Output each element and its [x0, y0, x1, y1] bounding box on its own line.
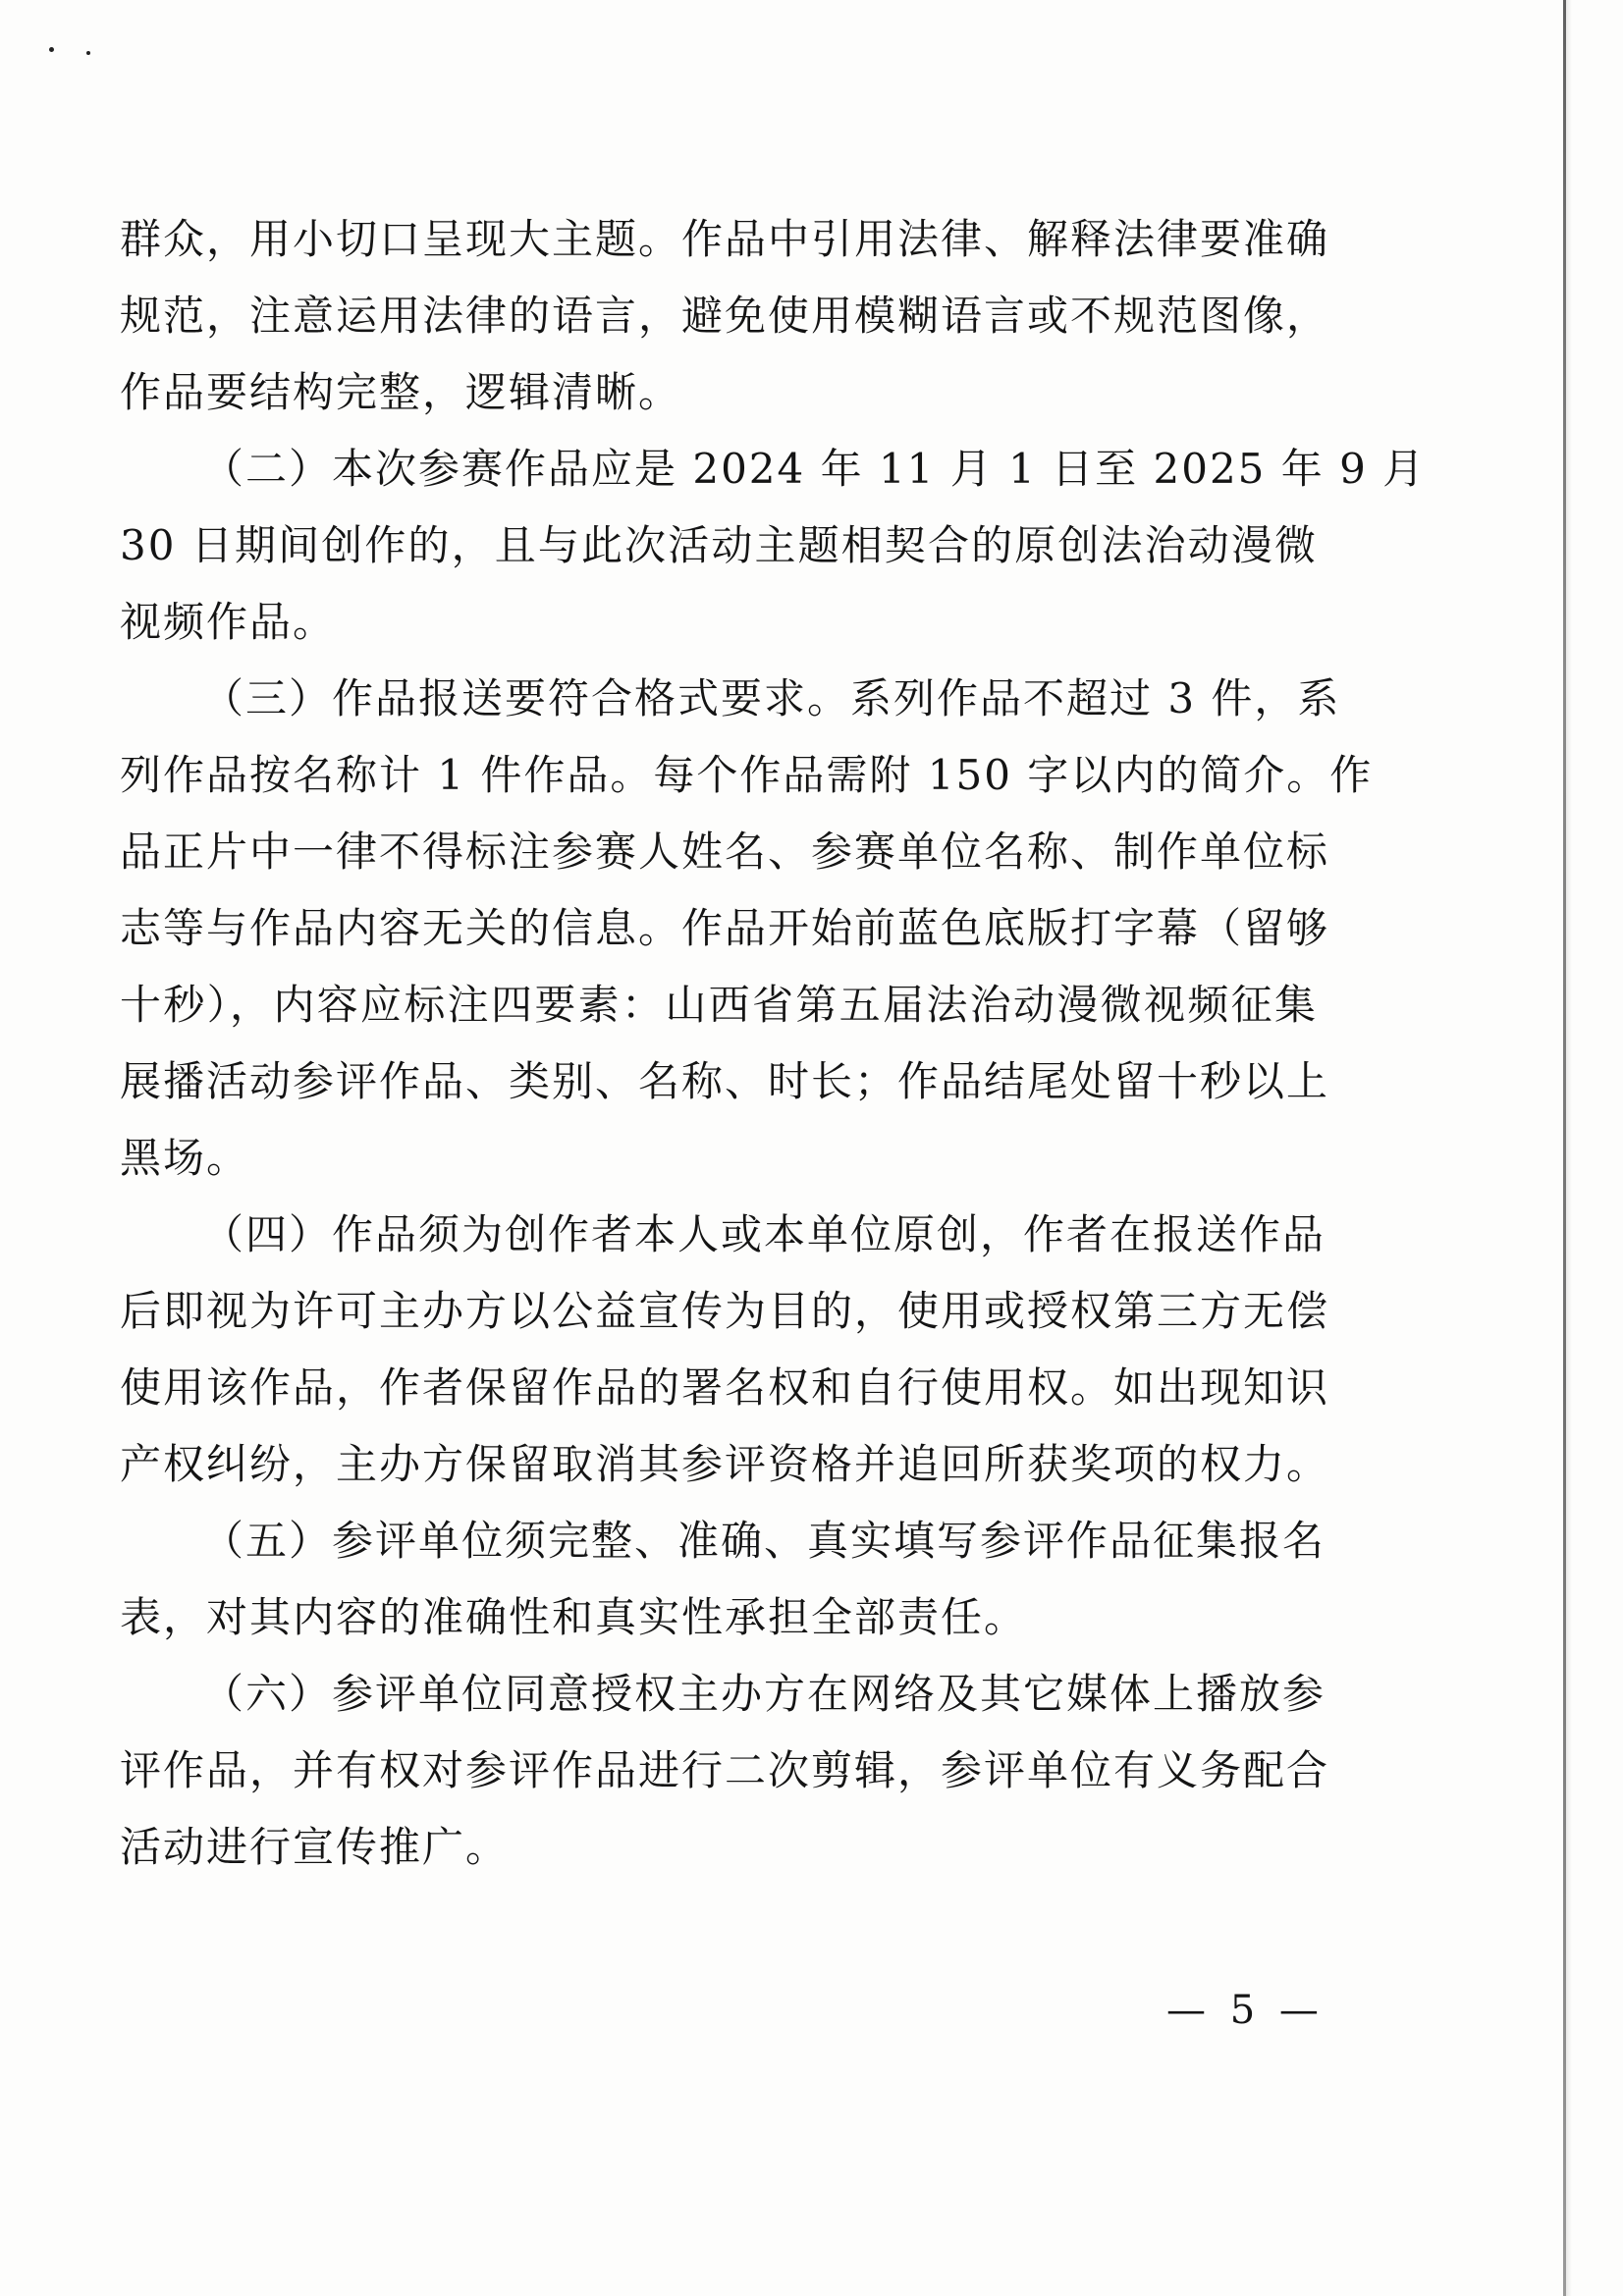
scan-speck — [49, 47, 54, 52]
text-line: 志等与作品内容无关的信息。作品开始前蓝色底版打字幕（留够 — [120, 904, 1330, 952]
body-text — [120, 201, 1427, 1886]
text-line: 30 日期间创作的，且与此次活动主题相契合的原创法治动漫微 — [120, 521, 1318, 569]
text-line: 群众，用小切口呈现大主题。作品中引用法律、解释法律要准确 — [120, 215, 1330, 263]
scan-edge-shadow — [1566, 0, 1572, 2296]
text-line: 规范，注意运用法律的语言，避免使用模糊语言或不规范图像， — [120, 292, 1330, 340]
text-line: 品正片中一律不得标注参赛人姓名、参赛单位名称、制作单位标 — [120, 828, 1330, 876]
scan-speck — [86, 51, 90, 55]
text-line: 作品要结构完整，逻辑清晰。 — [120, 368, 682, 416]
text-line: 黑场。 — [120, 1134, 250, 1182]
text-line: （六）参评单位同意授权主办方在网络及其它媒体上播放参 — [202, 1670, 1326, 1718]
text-line: 活动进行宣传推广。 — [120, 1823, 510, 1871]
text-line: 表，对其内容的准确性和真实性承担全部责任。 — [120, 1593, 1028, 1641]
text-line: （四）作品须为创作者本人或本单位原创，作者在报送作品 — [202, 1210, 1326, 1258]
text-line: 展播活动参评作品、类别、名称、时长；作品结尾处留十秒以上 — [120, 1057, 1330, 1105]
text-line: 产权纠纷，主办方保留取消其参评资格并追回所获奖项的权力。 — [120, 1440, 1330, 1488]
text-line: 后即视为许可主办方以公益宣传为目的，使用或授权第三方无偿 — [120, 1287, 1330, 1335]
text-line: （三）作品报送要符合格式要求。系列作品不超过 3 件，系 — [202, 674, 1341, 722]
text-line: （五）参评单位须完整、准确、真实填写参评作品征集报名 — [202, 1517, 1326, 1565]
text-line: 评作品，并有权对参评作品进行二次剪辑，参评单位有义务配合 — [120, 1746, 1330, 1794]
text-line: 列作品按名称计 1 件作品。每个作品需附 150 字以内的简介。作 — [120, 751, 1374, 799]
scan-edge — [1563, 0, 1566, 2296]
text-line: 使用该作品，作者保留作品的署名权和自行使用权。如出现知识 — [120, 1363, 1330, 1412]
page-number: — 5 — — [1166, 1988, 1325, 2033]
text-line: 视频作品。 — [120, 598, 337, 646]
text-line: 十秒），内容应标注四要素：山西省第五届法治动漫微视频征集 — [120, 981, 1318, 1029]
text-line: （二）本次参赛作品应是 2024 年 11 月 1 日至 2025 年 9 月 — [202, 445, 1427, 493]
